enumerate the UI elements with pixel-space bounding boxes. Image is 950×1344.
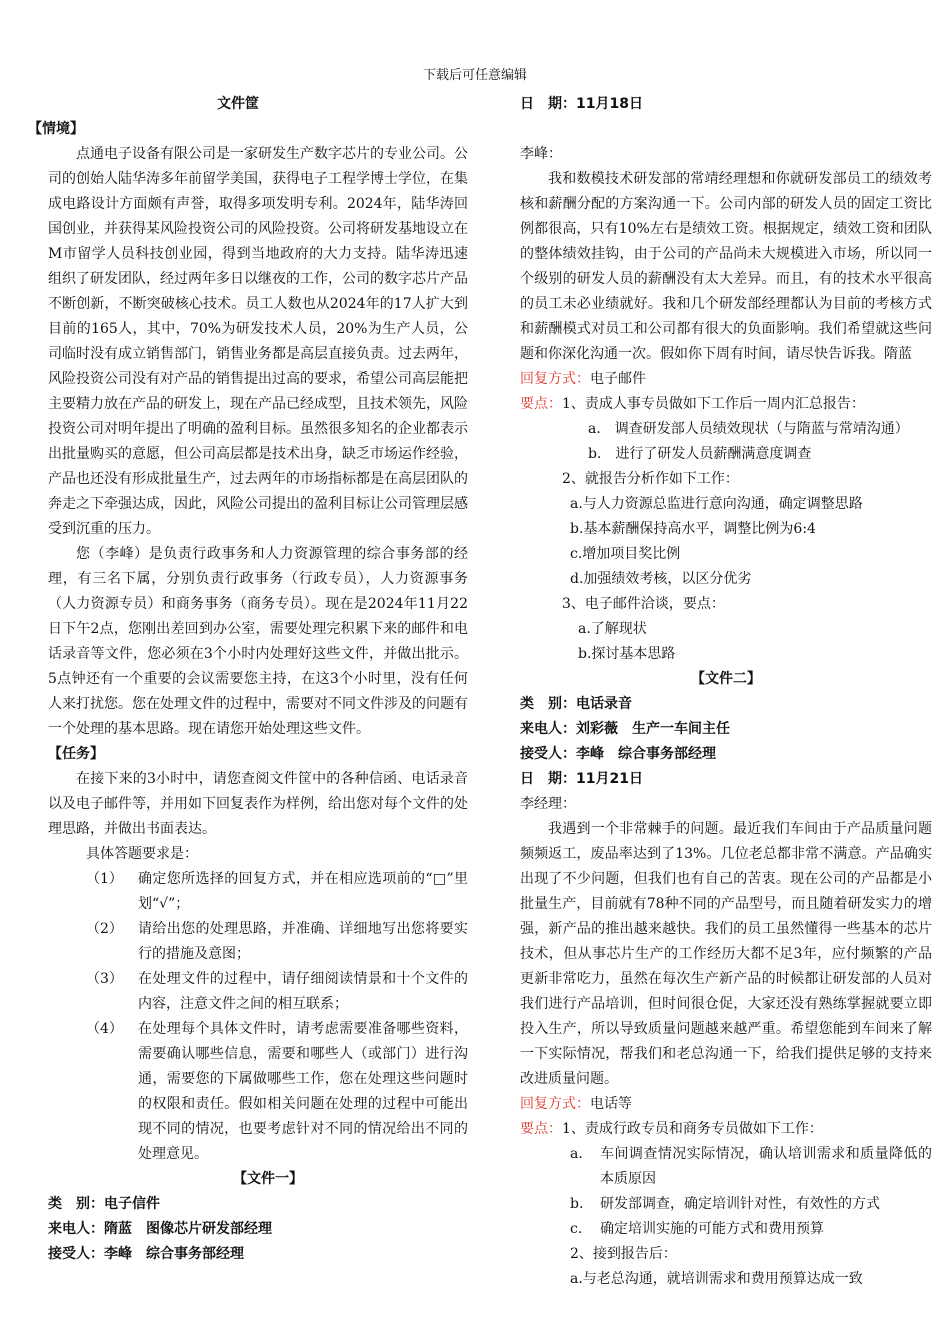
file-1-point-2: 2、就报告分析作如下工作： [562,471,739,487]
situation-heading: 【情境】 [28,121,84,137]
reply-method-1: 电子邮件 [590,371,646,387]
file-1-point-3: 3、电子邮件洽谈，要点： [562,596,725,612]
file-1-point-3b: b.探讨基本思路 [578,646,676,662]
requirement-number: （3） [86,971,123,987]
situation-paragraph-1: 点通电子设备有限公司是一家研发生产数字芯片的专业公司。公司的创始人陆华涛多年前留学美国，获得电子工程学博士学位，在集成电路设计方面颇有声誉，取得多项发明专利。2024年，陆华涛回国创业，并获得某风险投资公司的风险投资。公司将研发基地设立在M市留学人员科技创业园，得到当地政府的大力支持。陆华涛迅速组织了研发团队，经过两年多日以继夜的工作，公司的数字芯片产品不断创新，不断突破核心技术。员工人数也从2024年的17人扩大到目前的165人，其中，70%为研发技术人员，20%为生产人员，公司临时没有成立销售部门，销售业务都是高层直接负责。过去两年，风险投资公司没有对产品的销售提出过高的要求，希望公司高层能把主要精力放在产品的研发上，现在产品已经成型，且技术领先，风险投资公司对明年提出了明确的盈利目标。虽然很多知名的企业都表示出批量购买的意愿，但公司高层都是技术出身，缺乏市场运作经验，产品也还没有形成批量生产，过去两年的市场指标都是在高层团队的奔走之下牵强达成，因此，风险公司提出的盈利目标让公司管理层感受到沉重的压力。 [48,146,468,537]
requirement-number: （4） [86,1021,123,1037]
file-2-point-1c-row [520,1217,932,1242]
requirement-text: 请给出您的处理思路，并准确、详细地写出您将要实行的措施及意图； [138,921,468,962]
left-column [28,92,468,1267]
requirement-number: （1） [86,871,123,887]
reply-method-2: 电话等 [590,1096,632,1112]
letter-2-body: 我遇到一个非常棘手的问题。最近我们车间由于产品质量问题频频返工，废品率达到了13%。几位老总都非常不满意。产品确实出现了不少问题，但我们也有自己的苦衷。现在公司的产品都是小批量生产，目前就有78种不同的产品型号，而且随着研发实力的增强，新产品的推出越来越快。我们的员工虽然懂得一些基本的芯片技术，但从事芯片生产的工作经历大都不足3年，应付频繁的产品更新非常吃力，虽然在每次生产新产品的时候都让研发部的人员对我们进行产品培训，但时间很仓促，大家还没有熟练掌握就要立即投入生产，所以导致质量问题越来越严重。希望您能到车间来了解一下实际情况，帮我们和老总沟通一下，给我们提供足够的支持来改进质量问题。 [520,821,932,1087]
file-2-point-1a-row [520,1142,932,1192]
file-2-sender: 来电人：刘彩薇 生产一车间主任 [520,721,730,737]
file-2-type: 类 别：电话录音 [520,696,632,712]
task-paragraph: 在接下来的3小时中，请您查阅文件筐中的各种信函、电话录音以及电子邮件等，并用如下回复表作为样例，给出您对每个文件的处理思路，并做出书面表达。 [48,771,468,837]
file-1-point-3a: a.了解现状 [578,621,647,637]
file-2-point-1b-letter: b. [570,1196,584,1212]
file-1-point-2c: c.增加项目奖比例 [570,546,681,562]
file-2-date: 日 期：11月21日 [520,771,643,787]
requirement-text: 在处理文件的过程中，请仔细阅读情景和十个文件的内容，注意文件之间的相互联系； [138,971,468,1012]
file-2-recipient: 接受人：李峰 综合事务部经理 [520,746,716,762]
file-2-point-2a: a.与老总沟通，就培训需求和费用预算达成一致 [570,1271,863,1287]
file-1-type: 类 别：电子信件 [48,1196,160,1212]
file-2-point-1c: 确定培训实施的可能方式和费用预算 [600,1221,824,1237]
situation-paragraph-2: 您（李峰）是负责行政事务和人力资源管理的综合事务部的经理，有三名下属，分别负责行政事务（行政专员），人力资源事务（人力资源专员）和商务事务（商务专员）。现在是2024年11月22日下午2点，您刚出差回到办公室，需要处理完积累下来的邮件和电话录音等文件，您必须在3个小时内处理好这些文件，并做出批示。5点钟还有一个重要的会议需要您主持，在这3个小时里，没有任何人来打扰您。您在处理文件的过程中，需要对不同文件涉及的问题有一个处理的基本思路。现在请您开始处理这些文件。 [48,546,468,737]
requirement-item [48,967,468,1017]
file-1-point-2a: a.与人力资源总监进行意向沟通，确定调整思路 [570,496,863,512]
file-1-point-1b: b. 进行了研发人员薪酬满意度调查 [588,446,812,462]
requirement-item [48,1017,468,1167]
file-1-point-1a: a. 调查研发部人员绩效现状（与隋蓝与常靖沟通） [588,421,909,437]
requirement-text: 在处理每个具体文件时，请考虑需要准备哪些资料，需要确认哪些信息，需要和哪些人（或部门）进行沟通，需要您的下属做哪些工作，您在处理这些问题时的权限和责任。假如相关问题在处理的过程中可能出现不同的情况，也要考虑针对不同的情况给出不同的处理意见。 [138,1021,468,1162]
file-2-point-1b-row [520,1192,932,1217]
requirement-item [48,917,468,967]
file-2-point-1: 1、责成行政专员和商务专员做如下工作： [562,1121,823,1137]
file-2-point-2: 2、接到报告后： [570,1246,677,1262]
file-1-point-2d: d.加强绩效考核，以区分优劣 [570,571,752,587]
reply-method-label: 回复方式： [520,1096,590,1112]
file-1-date: 日 期：11月18日 [520,96,643,112]
file-1-recipient: 接受人：李峰 综合事务部经理 [48,1246,244,1262]
letter-1-body: 我和数模技术研发部的常靖经理想和你就研发部员工的绩效考核和薪酬分配的方案沟通一下。公司内部的研发人员的固定工资比例都很高，只有10%左右是绩效工资。根据规定，绩效工资和团队的整体绩效挂钩，由于公司的产品尚未大规模进入市场，所以同一个级别的研发人员的薪酬没有太大差异。而且，有的技术水平很高的员工未必业绩就好。我和几个研发部经理都认为目前的考核方式和薪酬模式对员工和公司都有很大的负面影响。我们希望就这些问题和你深化沟通一次。假如你下周有时间，请尽快告诉我。隋蓝 [520,171,932,362]
doc-title: 文件筐 [217,96,259,112]
reply-method-label: 回复方式： [520,371,590,387]
requirement-number: （2） [86,921,123,937]
file-2-heading: 【文件二】 [691,671,761,687]
letter-1-salutation: 李峰： [520,146,562,162]
right-column [520,92,932,1292]
page-header: 下载后可任意编辑 [422,68,527,83]
file-1-sender: 来电人：隋蓝 图像芯片研发部经理 [48,1221,272,1237]
file-2-point-1a: 车间调查情况实际情况，确认培训需求和质量降低的本质原因 [600,1146,932,1187]
requirement-item [48,867,468,917]
file-1-heading: 【文件一】 [233,1171,303,1187]
file-1-point-1: 1、责成人事专员做如下工作后一周内汇总报告： [562,396,865,412]
key-points-label: 要点： [520,396,562,412]
task-heading: 【任务】 [48,746,104,762]
key-points-label: 要点： [520,1121,562,1137]
requirement-text: 确定您所选择的回复方式，并在相应选项前的“□”里划“√”； [138,871,468,912]
file-1-point-2b: b.基本薪酬保持高水平，调整比例为6:4 [570,521,816,537]
file-2-point-1c-letter: c. [570,1221,583,1237]
file-2-point-1a-letter: a. [570,1146,583,1162]
file-2-point-1b: 研发部调查，确定培训针对性，有效性的方式 [600,1196,880,1212]
letter-2-salutation: 李经理： [520,796,576,812]
requirements-intro: 具体答题要求是： [86,846,198,862]
